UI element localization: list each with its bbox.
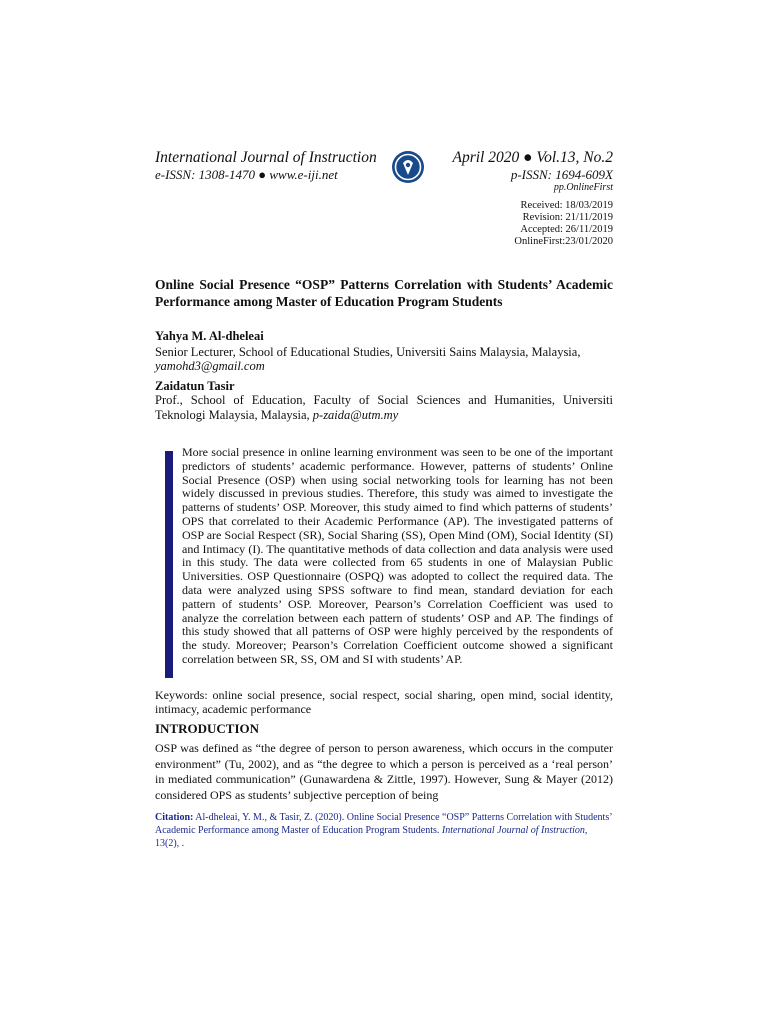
affiliation-text: Prof., School of Education, Faculty of Social Sciences and Humanities, Universiti Teknologi Malaysia, Malaysia,	[155, 393, 613, 422]
abstract-text: More social presence in online learning environment was seen to be one of the important predictors of students’ academic performance. However, patterns of students’ Online Social Presence (OSP) when using social networking tools for learning has not been widely discussed in previous studies. Therefore, this study was aimed to investigate the patterns of students’ OSP. Moreover, this study aimed to find which patterns of students’ OPS that correlated to their Academic Performance (AP). The investigated patterns of OSP are Social Respect (SR), Social Sharing (SS), Open Mind (OM), Social Identity (SI) and Intimacy (I). The quantitative methods of data collection and data analysis were used in this study. The data were collected from 65 students in one of Malaysian Public Universities. OSP Questionnaire (OSPQ) was adopted to collect the required data. The data were analyzed using SPSS software to find mean, standard deviation for each pattern of students’ OSP. Moreover, Pearson’s Correlation Coefficient was used to analyze the correlation between each pattern of students’ OSP and AP. The findings of this study showed that all patterns of OSP were highly perceived by the respondents of the study. Moreover; Pearson’s Correlation Coefficient outcome showed a significant correlation between SR, SS, OM and SI with students’ AP.	[182, 445, 613, 666]
citation-journal: International Journal of Instruction	[441, 825, 585, 836]
author-email[interactable]: p-zaida@utm.my	[312, 408, 399, 422]
revision-date: Revision: 21/11/2019	[522, 212, 613, 223]
submission-dates	[514, 200, 613, 248]
received-date: Received: 18/03/2019	[520, 200, 613, 211]
journal-name: International Journal of Instruction	[155, 149, 377, 166]
author-email[interactable]: yamohd3@gmail.com	[155, 359, 265, 373]
issue-line: April 2020 ● Vol.13, No.2	[452, 149, 613, 166]
keywords: Keywords: online social presence, social respect, social sharing, open mind, social identity, intimacy, academic performance	[155, 688, 613, 716]
issn-line: e-ISSN: 1308-1470 ● www.e-iji.net	[155, 167, 338, 182]
author-affiliation	[155, 393, 613, 423]
accepted-date: Accepted: 26/11/2019	[520, 224, 613, 235]
paper-title: Online Social Presence “OSP” Patterns Correlation with Students’ Academic Performance among Master of Education Program Students	[155, 277, 613, 309]
introduction-text: OSP was defined as “the degree of person to person awareness, which occurs in the computer environment” (Tu, 2002), and as “the degree to which a person is perceived as a ‘real person’ in mediated communication” (Gunawardena & Zittle, 1997). However, Sung & Mayer (2012) considered OPS as students’ subjective perception of being	[155, 741, 613, 802]
citation-text: Al-dheleai, Y. M., & Tasir, Z. (2020). Online Social Presence “OSP” Patterns Correlation with Students’ Academic Performance among Master of Education Program Students.	[155, 812, 612, 836]
online-first-date: OnlineFirst:23/01/2020	[514, 236, 613, 247]
author-affiliation: Senior Lecturer, School of Educational Studies, Universiti Sains Malaysia, Malaysia,	[155, 345, 581, 359]
citation	[155, 811, 613, 850]
author-name: Yahya M. Al-dheleai	[155, 329, 264, 343]
section-heading: INTRODUCTION	[155, 721, 260, 736]
pages-label: pp.OnlineFirst	[553, 182, 613, 193]
print-issn: p-ISSN: 1694-609X	[510, 167, 613, 182]
journal-logo-icon	[391, 150, 425, 184]
citation-label: Citation:	[155, 812, 194, 823]
author-name: Zaidatun Tasir	[155, 379, 235, 393]
citation-volume: , 13(2), .	[155, 825, 588, 849]
abstract-accent-bar	[165, 451, 173, 678]
